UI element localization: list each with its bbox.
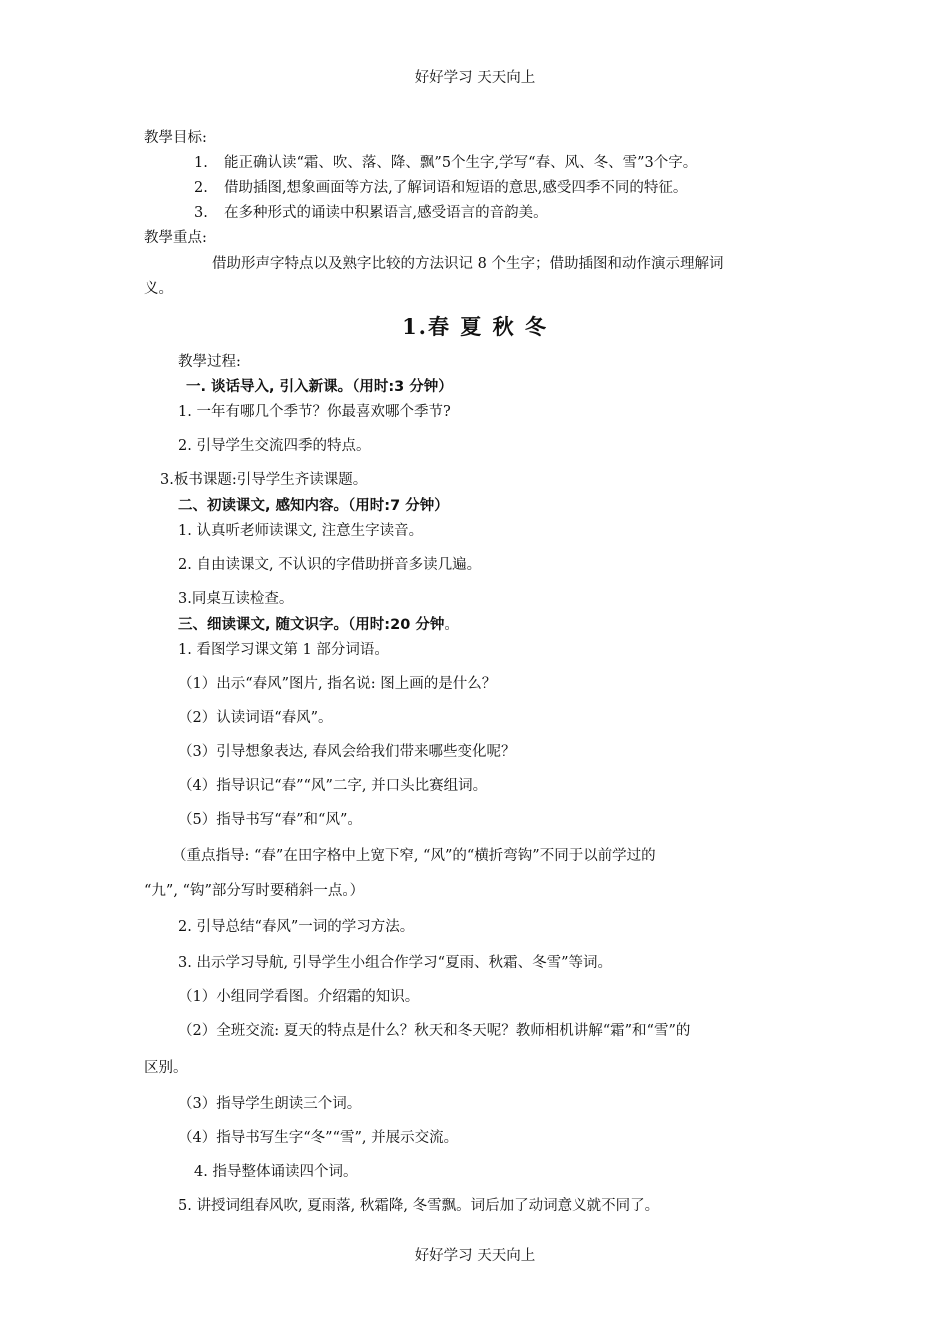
goal-item bbox=[194, 203, 548, 223]
key-points-line: 借助形声字特点以及熟字比较的方法识记 8 个生字；借助插图和动作演示理解词 bbox=[212, 256, 724, 272]
goal-num: 2. bbox=[194, 180, 208, 196]
section-title-line bbox=[178, 615, 459, 635]
key-points-line: 义。 bbox=[144, 281, 173, 297]
list-item: 3.板书课题:引导学生齐读课题。 bbox=[160, 472, 368, 488]
key-points-heading: 教學重点: bbox=[144, 230, 207, 246]
list-item: 4. 指导整体诵读四个词。 bbox=[194, 1164, 358, 1180]
process-heading: 教學过程: bbox=[178, 354, 241, 370]
goal-text: 在多种形式的诵读中积累语言,感受语言的音韵美。 bbox=[224, 205, 548, 221]
sub-item: （4）指导书写生字“冬”“雪”, 并展示交流。 bbox=[178, 1130, 459, 1146]
goal-num: 3. bbox=[194, 205, 208, 221]
list-item: 1. 看图学习课文第 1 部分词语。 bbox=[178, 642, 389, 658]
list-item: 3.同桌互读检查。 bbox=[178, 591, 294, 607]
list-item: 2. 引导学生交流四季的特点。 bbox=[178, 438, 371, 454]
section-title: 三、细读课文, 随文识字。（用时:20 分钟 bbox=[178, 617, 445, 633]
goal-text: 能正确认读“霜、吹、落、降、飘”5个生字,学写“春、风、冬、雪”3个字。 bbox=[224, 155, 698, 171]
list-item: 2. 引导总结“春风”一词的学习方法。 bbox=[178, 919, 415, 935]
list-item: 3. 出示学习导航, 引导学生小组合作学习“夏雨、秋霜、冬雪”等词。 bbox=[178, 955, 612, 971]
page-header: 好好学习 天天向上 bbox=[414, 70, 536, 86]
list-item: 1. 认真听老师读课文, 注意生字读音。 bbox=[178, 523, 424, 539]
sub-item: （1）小组同学看图。介绍霜的知识。 bbox=[178, 989, 420, 1005]
sub-item: 区别。 bbox=[144, 1060, 188, 1076]
list-item: 1. 一年有哪几个季节？你最喜欢哪个季节? bbox=[178, 404, 451, 420]
page-footer: 好好学习 天天向上 bbox=[414, 1248, 536, 1264]
note-line: “九”, “钩”部分写时要稍斜一点。） bbox=[144, 883, 365, 899]
list-item: 5. 讲授词组春风吹, 夏雨落, 秋霜降, 冬雪飘。词后加了动词意义就不同了。 bbox=[178, 1198, 660, 1214]
goal-item bbox=[194, 153, 697, 173]
goal-text: 借助插图,想象画面等方法,了解词语和短语的意思,感受四季不同的特征。 bbox=[224, 180, 688, 196]
goals-heading: 教學目标: bbox=[144, 130, 207, 146]
lesson-title: 1.春 夏 秋 冬 bbox=[402, 314, 548, 339]
sub-item: （3）指导学生朗读三个词。 bbox=[178, 1096, 362, 1112]
list-item: 2. 自由读课文, 不认识的字借助拼音多读几遍。 bbox=[178, 557, 482, 573]
section-title-tail: 。 bbox=[444, 617, 459, 633]
section-title: 一. 谈话导入, 引入新课。（用时:3 分钟） bbox=[186, 379, 453, 395]
section-title: 二、初读课文, 感知内容。（用时:7 分钟） bbox=[178, 498, 449, 514]
sub-item: （2）认读词语“春风”。 bbox=[178, 710, 333, 726]
sub-item: （2）全班交流: 夏天的特点是什么？秋天和冬天呢？教师相机讲解“霜”和“雪”的 bbox=[178, 1023, 691, 1039]
sub-item: （1）出示“春风”图片, 指名说: 图上画的是什么？ bbox=[178, 676, 497, 692]
sub-item: （5）指导书写“春”和“风”。 bbox=[178, 812, 362, 828]
goal-num: 1. bbox=[194, 155, 208, 171]
sub-item: （3）引导想象表达, 春风会给我们带来哪些变化呢？ bbox=[178, 744, 516, 760]
goal-item bbox=[194, 178, 687, 198]
sub-item: （4）指导识记“春”“风”二字, 并口头比赛组词。 bbox=[178, 778, 488, 794]
note-line: （重点指导: “春”在田字格中上宽下窄, “风”的“横折弯钩”不同于以前学过的 bbox=[172, 848, 656, 864]
